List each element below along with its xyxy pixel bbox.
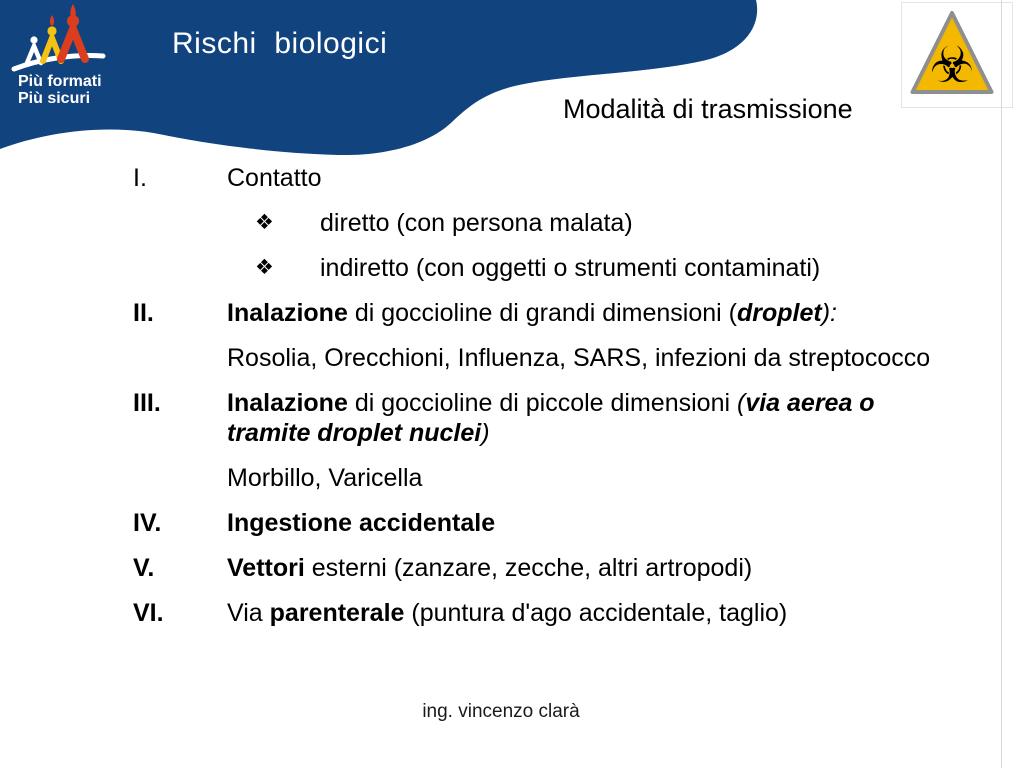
list-item-text: diretto (con persona malata) bbox=[320, 209, 633, 237]
list-item-text: Inalazione di goccioline di grandi dimensioni (droplet): bbox=[227, 299, 837, 327]
list-item-text: Contatto bbox=[227, 164, 322, 192]
list-item bbox=[133, 388, 945, 448]
list-item bbox=[133, 598, 945, 628]
list-item-text: indiretto (con oggetti o strumenti contaminati) bbox=[320, 254, 821, 282]
list-item-text: Via parenterale (puntura d'ago accidentale, taglio) bbox=[227, 599, 788, 627]
list-item bbox=[133, 298, 945, 328]
list-item bbox=[133, 508, 945, 538]
header-band-shape bbox=[0, 0, 757, 155]
list-item bbox=[133, 463, 943, 493]
list-item-text: Morbillo, Varicella bbox=[227, 464, 423, 492]
list-item-text: Ingestione accidentale bbox=[227, 509, 496, 537]
list-item bbox=[133, 343, 943, 373]
biohazard-sign bbox=[901, 2, 1013, 108]
header-band bbox=[0, 0, 1024, 170]
transmission-list bbox=[133, 163, 945, 643]
list-item-numeral: III. bbox=[133, 389, 161, 417]
page-title: Rischi biologici bbox=[172, 27, 388, 60]
list-item-numeral: IV. bbox=[133, 509, 162, 537]
logo-text-line2: Più sicuri bbox=[18, 90, 91, 107]
list-item-numeral: II. bbox=[133, 299, 154, 327]
right-edge-rule bbox=[1001, 0, 1002, 768]
list-item bbox=[133, 253, 945, 283]
list-item bbox=[133, 553, 945, 583]
list-item-text: Rosolia, Orecchioni, Influenza, SARS, infezioni da streptococco bbox=[227, 344, 931, 372]
list-item-text: Inalazione di goccioline di piccole dimensioni (via aerea o tramite droplet nuclei) bbox=[227, 389, 875, 447]
logo-text-line1: Più formati bbox=[18, 73, 102, 90]
diamond-bullet-icon: ❖ bbox=[255, 211, 274, 234]
footer-author: ing. vincenzo clarà bbox=[422, 701, 580, 722]
list-item bbox=[133, 163, 945, 193]
diamond-bullet-icon: ❖ bbox=[255, 256, 274, 279]
list-item-text: Vettori esterni (zanzare, zecche, altri artropodi) bbox=[227, 554, 753, 582]
biohazard-glyph: ☣ bbox=[929, 36, 975, 94]
list-item bbox=[133, 208, 945, 238]
list-item-numeral: VI. bbox=[133, 599, 164, 627]
list-item-numeral: I. bbox=[133, 164, 147, 192]
slide-subtitle: Modalità di trasmissione bbox=[563, 94, 853, 124]
list-item-numeral: V. bbox=[133, 554, 155, 582]
biohazard-icon bbox=[905, 6, 1009, 104]
